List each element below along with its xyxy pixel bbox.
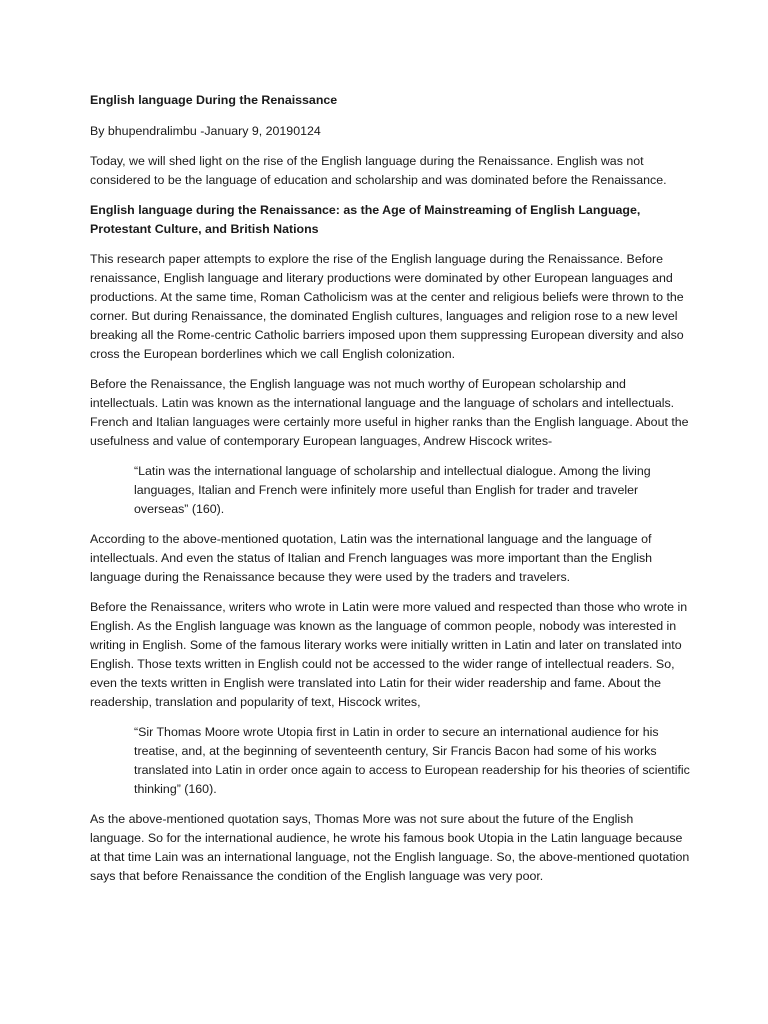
body-paragraph: Before the Renaissance, writers who wrote in Latin were more valued and respected than those who wrote in English. As the English language was known as the language of common people, nobody was interested in writing in English. Some of the famous literary works were initially written in Latin and later on translated into English. Those texts written in English could not be accessed to the wider range of intellectual readers. So, even the texts written in English were translated into Latin for their wider readership and fame. About the readership, translation and popularity of text, Hiscock writes, (90, 600, 688, 709)
body-paragraph: As the above-mentioned quotation says, Thomas More was not sure about the future of the English language. So for the international audience, he wrote his famous book Utopia in the Latin language because at that time Lain was an international language, not the English language. So, the above-mentioned quotation says that before Renaissance the condition of the English language was very poor. (90, 812, 690, 883)
body-paragraph: Before the Renaissance, the English language was not much worthy of European scholarship and intellectuals. Latin was known as the international language and the language of scholars and intellectuals. French and Italian languages were certainly more useful in higher ranks than the English language. About the usefulness and value of contemporary European languages, Andrew Hiscock writes- (90, 377, 689, 448)
document-title: English language During the Renaissance (90, 93, 338, 107)
block-quote: “Latin was the international language of scholarship and intellectual dialogue. Among the living languages, Italian and French were infinitely more useful than English for trader and traveler overseas” (160). (134, 464, 651, 516)
body-paragraph: This research paper attempts to explore the rise of the English language during the Renaissance. Before renaissance, English language and literary productions were dominated by other European languages and productions. At the same time, Roman Catholicism was at the center and religious beliefs were thrown to the corner. But during Renaissance, the dominated English cultures, languages and religion rose to a new level breaking all the Rome-centric Catholic barriers imposed upon them suppressing European diversity and also cross the European borderlines which we call English colonization. (90, 252, 684, 361)
block-quote: “Sir Thomas Moore wrote Utopia first in Latin in order to secure an international audience for his treatise, and, at the beginning of seventeenth century, Sir Francis Bacon had some of his works translated into Latin in order once again to access to European readership for his theories of scientific thinking” (160). (134, 725, 690, 796)
intro-paragraph: Today, we will shed light on the rise of the English language during the Renaissance. English was not considered to be the language of education and scholarship and was dominated before the Renaissance. (90, 154, 667, 187)
byline: By bhupendralimbu -January 9, 20190124 (90, 124, 321, 138)
section-heading: English language during the Renaissance: as the Age of Mainstreaming of English Language, Protestant Culture, and British Nations (90, 203, 641, 236)
document-page (90, 91, 690, 897)
body-paragraph: According to the above-mentioned quotation, Latin was the international language and the language of intellectuals. And even the status of Italian and French languages was more important than the English language during the Renaissance because they were used by the traders and travelers. (90, 532, 653, 584)
